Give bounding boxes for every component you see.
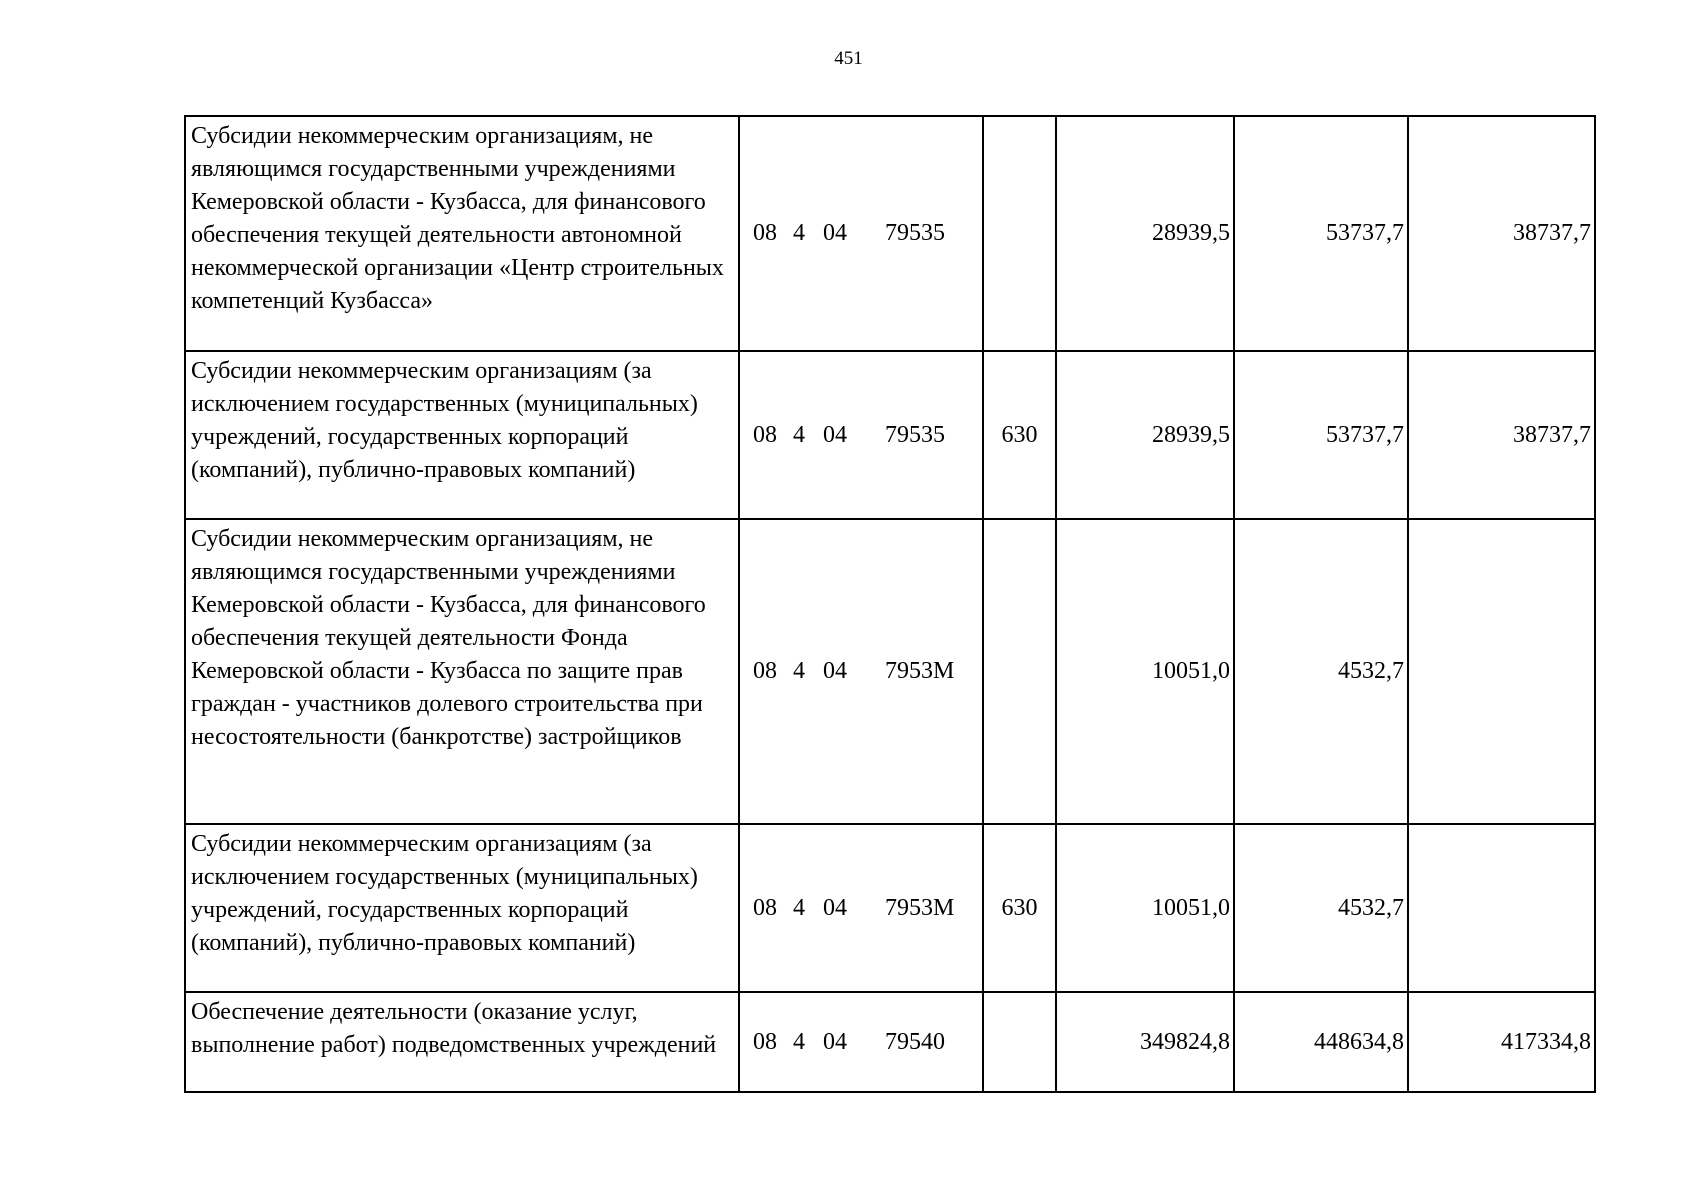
amount-1: 10051,0 [1056,519,1234,824]
direction-code: 79535 [885,220,945,246]
budget-code [739,116,983,351]
direction-code: 79535 [885,421,945,448]
table-row [185,351,1595,519]
amount-2: 53737,7 [1234,116,1408,351]
budget-code [739,519,983,824]
table-row [185,519,1595,824]
amount-3: 417334,8 [1408,992,1595,1092]
direction-code: 7953М [885,894,955,921]
section-code: 08 [753,658,777,684]
program-code: 4 [793,421,805,448]
amount-3: 38737,7 [1408,351,1595,519]
amount-2: 448634,8 [1234,992,1408,1092]
amount-3 [1408,519,1595,824]
direction-code: 79540 [885,1028,945,1055]
table-row [185,116,1595,351]
page-number: 451 [834,48,863,69]
row-description: Субсидии некоммерческим организациям, не являющимся государственными учреждениями Кемеровской области - Кузбасса, для финансового обеспечения текущей деятельности Фонда Кемеровской области - Кузбасса по защите прав граждан - участников долевого строительства при несостоятельности (банкротстве) застройщиков [185,519,739,824]
section-code: 08 [753,421,777,448]
row-description: Обеспечение деятельности (оказание услуг, выполнение работ) подведомственных учреждений [185,992,739,1092]
budget-code [739,824,983,992]
subprogram-code: 04 [823,421,847,448]
amount-2: 4532,7 [1234,519,1408,824]
expense-type-code: 630 [983,351,1056,519]
program-code: 4 [793,894,805,921]
budget-table [184,115,1596,1093]
section-code: 08 [753,894,777,921]
section-code: 08 [753,1028,777,1055]
amount-2: 4532,7 [1234,824,1408,992]
expense-type-code [983,116,1056,351]
expense-type-code: 630 [983,824,1056,992]
amount-3: 38737,7 [1408,116,1595,351]
program-code: 4 [793,220,805,246]
amount-3 [1408,824,1595,992]
subprogram-code: 04 [823,1028,847,1055]
budget-code [739,351,983,519]
expense-type-code [983,519,1056,824]
direction-code: 7953М [885,658,955,684]
subprogram-code: 04 [823,658,847,684]
amount-1: 28939,5 [1056,116,1234,351]
amount-1: 28939,5 [1056,351,1234,519]
table-row [185,824,1595,992]
program-code: 4 [793,1028,805,1055]
row-description: Субсидии некоммерческим организациям, не являющимся государственными учреждениями Кемеровской области - Кузбасса, для финансового обеспечения текущей деятельности автономной некоммерческой организации «Центр строительных компетенций Кузбасса» [185,116,739,351]
expense-type-code [983,992,1056,1092]
section-code: 08 [753,220,777,246]
subprogram-code: 04 [823,894,847,921]
amount-1: 349824,8 [1056,992,1234,1092]
amount-2: 53737,7 [1234,351,1408,519]
budget-code [739,992,983,1092]
row-description: Субсидии некоммерческим организациям (за исключением государственных (муниципальных) учреждений, государственных корпораций (компаний), публично-правовых компаний) [185,351,739,519]
row-description: Субсидии некоммерческим организациям (за исключением государственных (муниципальных) учреждений, государственных корпораций (компаний), публично-правовых компаний) [185,824,739,992]
table-row [185,992,1595,1092]
amount-1: 10051,0 [1056,824,1234,992]
subprogram-code: 04 [823,220,847,246]
program-code: 4 [793,658,805,684]
